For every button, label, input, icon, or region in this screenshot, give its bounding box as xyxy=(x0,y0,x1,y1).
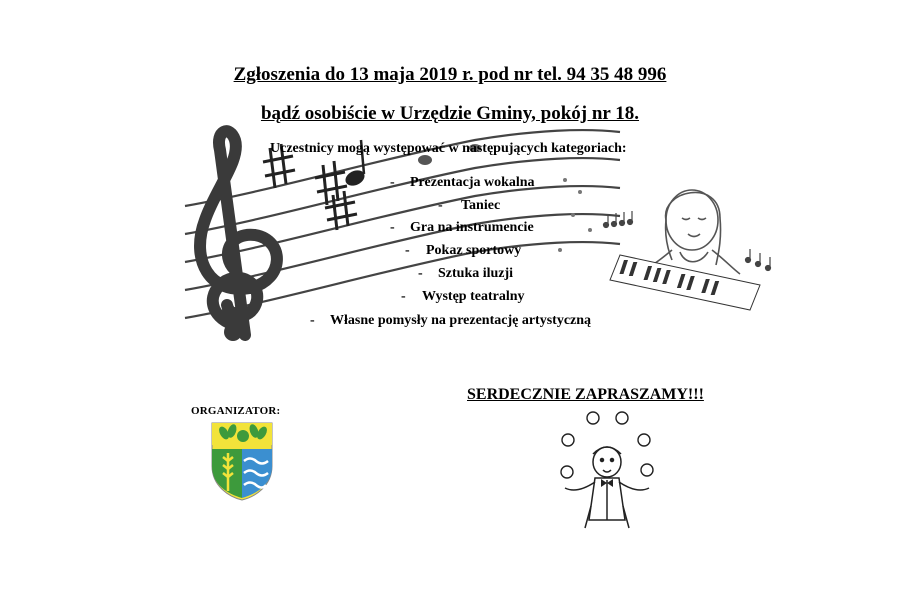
category-label: Własne pomysły na prezentację artystyczną xyxy=(330,313,592,328)
category-label: Gra na instrumencie xyxy=(410,220,534,235)
category-bullet: - xyxy=(390,175,395,190)
category-label: Pokaz sportowy xyxy=(426,243,522,258)
juggler-illustration xyxy=(555,410,660,535)
organizer-label: ORGANIZATOR: xyxy=(191,405,281,417)
registration-office-heading: bądź osobiście w Urzędzie Gminy, pokój nr 18. xyxy=(260,103,640,124)
invitation-heading: SERDECZNIE ZAPRASZAMY!!! xyxy=(467,386,704,403)
registration-deadline-heading: Zgłoszenia do 13 maja 2019 r. pod nr tel. 94 35 48 996 xyxy=(233,64,667,85)
category-bullet: - xyxy=(438,198,443,213)
piano-girl-illustration xyxy=(600,180,780,315)
categories-intro: Uczestnicy mogą występować w następujących kategoriach: xyxy=(270,141,627,156)
category-label: Prezentacja wokalna xyxy=(410,175,535,190)
category-label: Taniec xyxy=(461,198,501,213)
category-label: Występ teatralny xyxy=(422,289,525,304)
category-label: Sztuka iluzji xyxy=(438,266,514,281)
category-bullet: - xyxy=(310,313,315,328)
coat-of-arms-icon xyxy=(210,421,274,501)
category-bullet: - xyxy=(401,289,406,304)
category-bullet: - xyxy=(405,243,410,258)
category-bullet: - xyxy=(418,266,423,281)
category-bullet: - xyxy=(390,220,395,235)
